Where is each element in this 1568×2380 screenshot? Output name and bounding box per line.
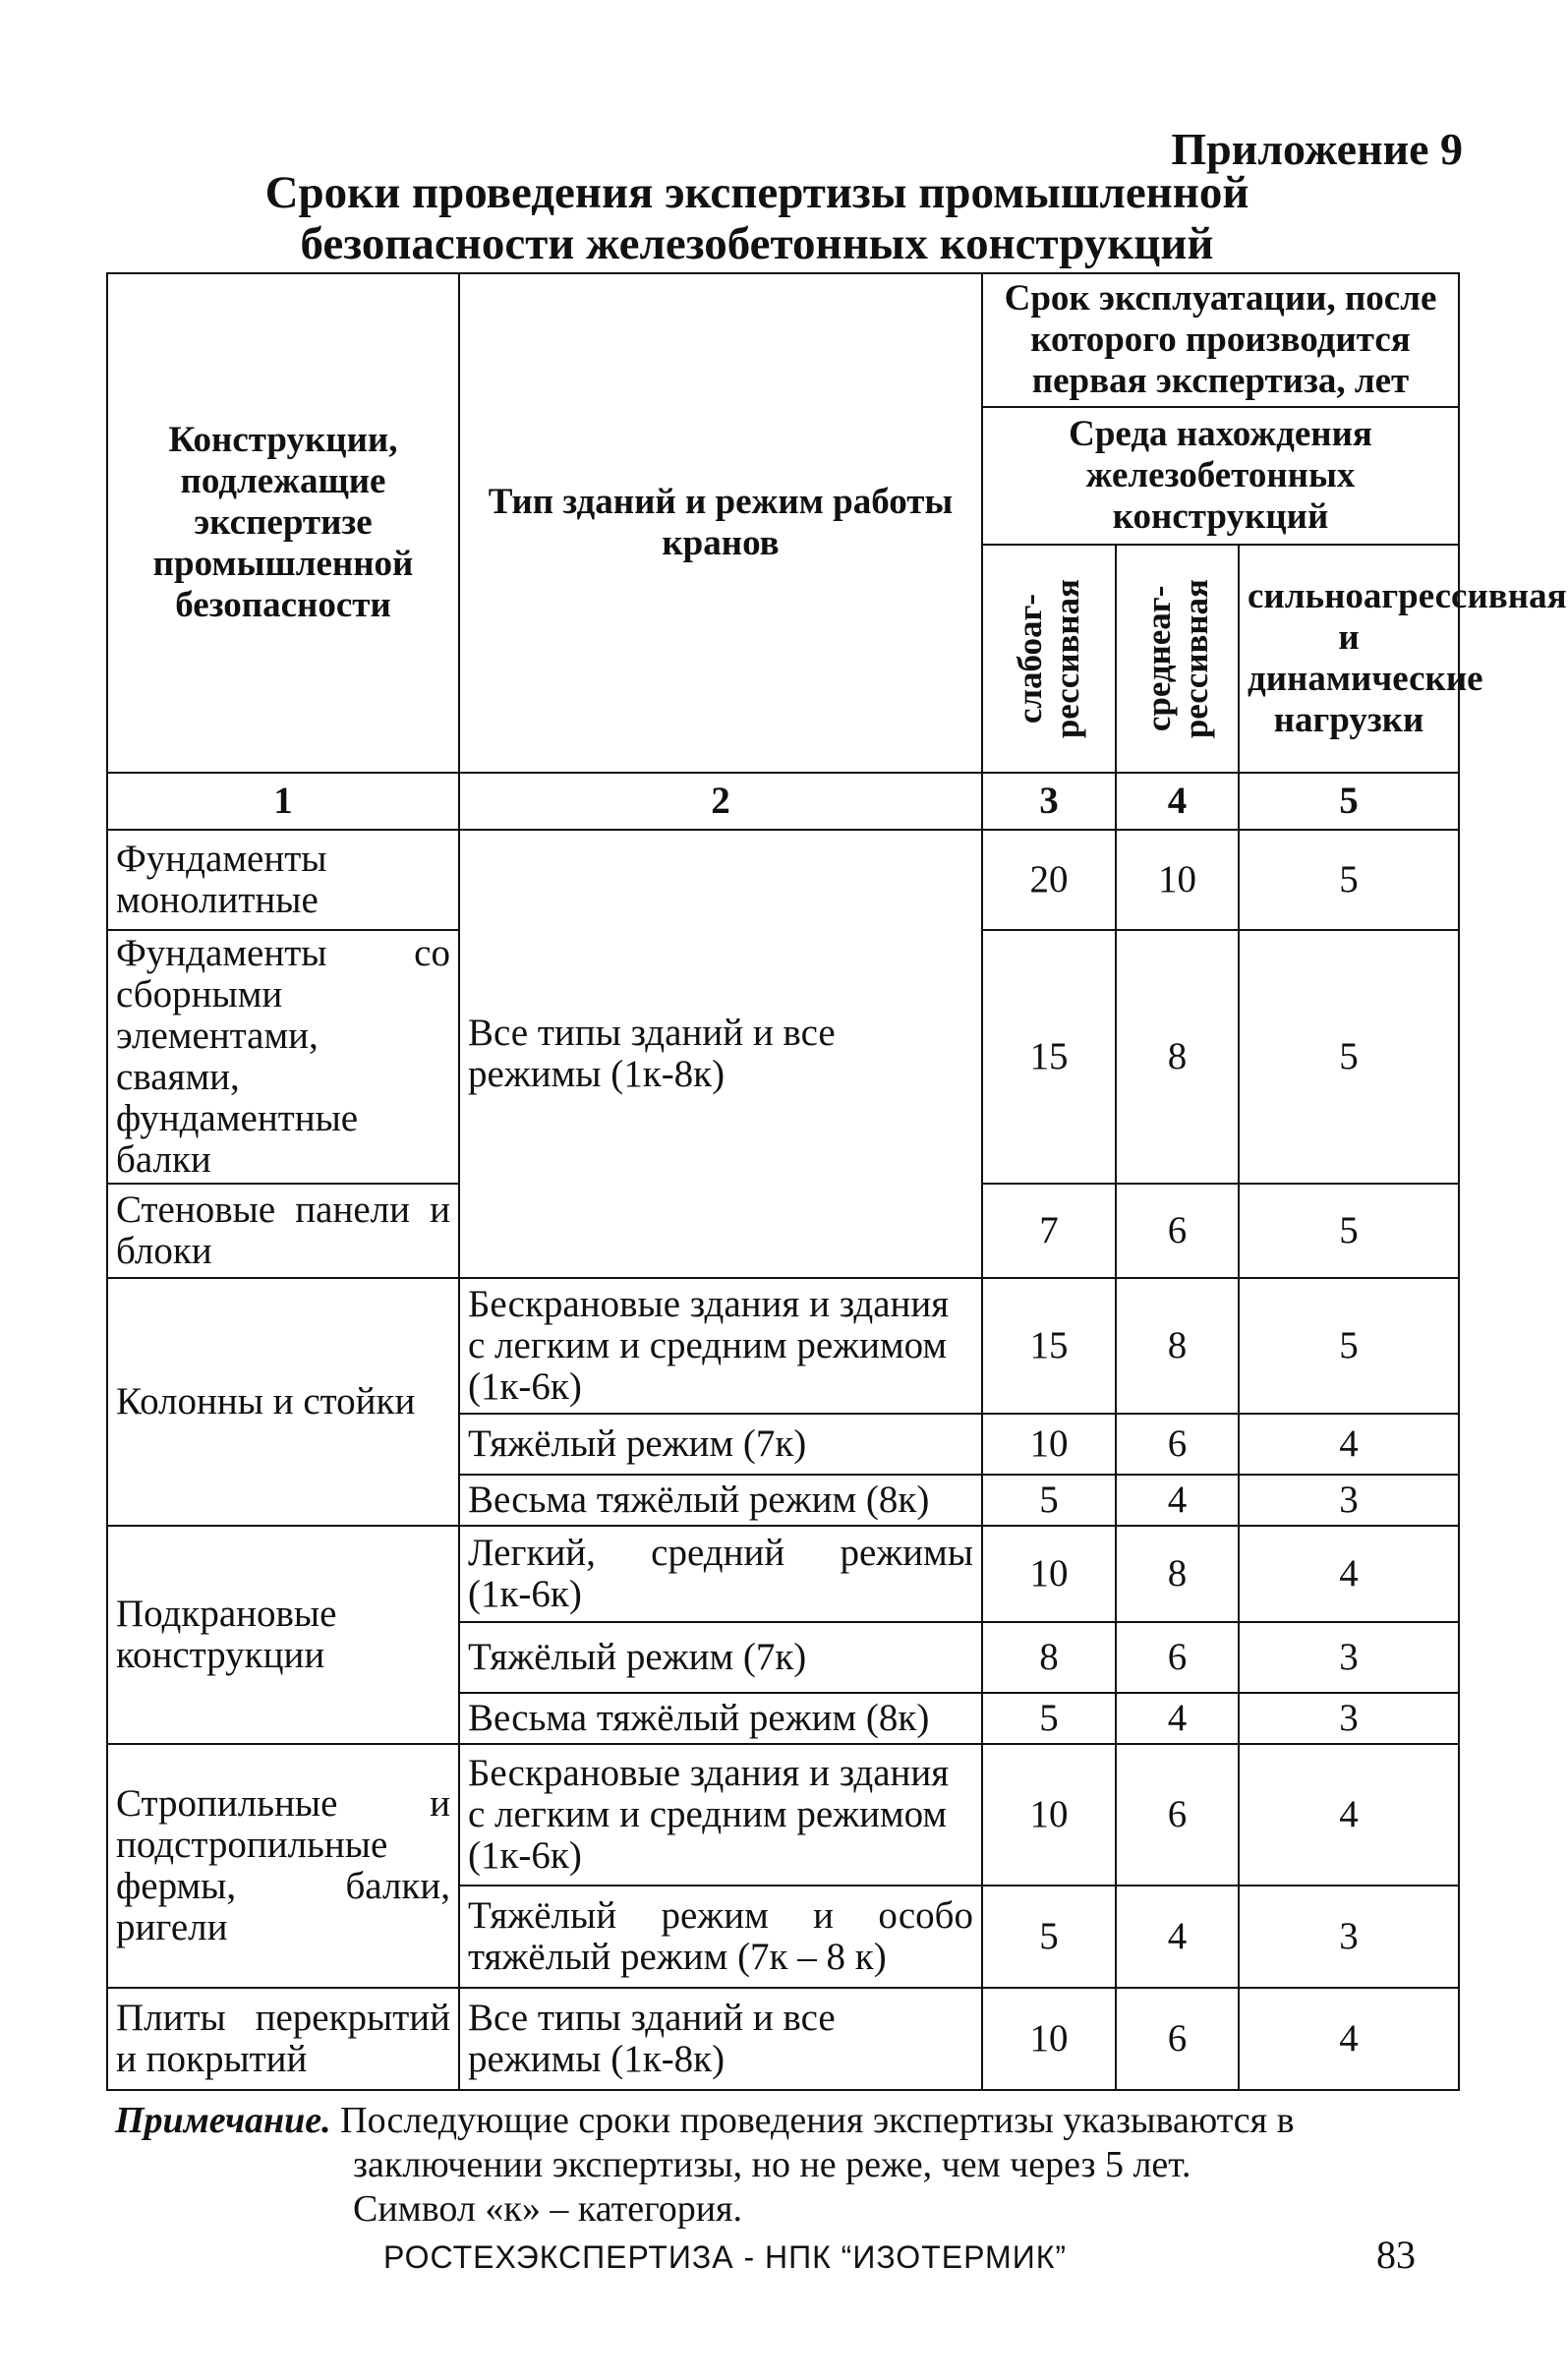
col-number-2: 2 xyxy=(459,773,982,830)
header-building-type: Тип зданий и режим работы кранов xyxy=(459,273,982,773)
value-weak: 7 xyxy=(982,1184,1116,1278)
value-weak: 10 xyxy=(982,1414,1116,1475)
building-type-cell: Все типы зданий и все режимы (1к-8к) xyxy=(459,830,982,1278)
table-row xyxy=(107,1744,1459,1886)
value-strong: 4 xyxy=(1239,1988,1459,2090)
value-strong: 5 xyxy=(1239,930,1459,1184)
value-medium: 4 xyxy=(1116,1693,1239,1744)
value-medium: 6 xyxy=(1116,1414,1239,1475)
value-strong: 5 xyxy=(1239,1278,1459,1414)
value-strong: 4 xyxy=(1239,1744,1459,1886)
value-medium: 8 xyxy=(1116,1278,1239,1414)
value-weak: 10 xyxy=(982,1988,1116,2090)
value-weak: 10 xyxy=(982,1744,1116,1886)
value-medium: 4 xyxy=(1116,1886,1239,1988)
value-medium: 6 xyxy=(1116,1988,1239,2090)
title-line-2: безопасности железобетонных конструкций xyxy=(300,218,1214,269)
value-weak: 15 xyxy=(982,930,1116,1184)
value-strong: 4 xyxy=(1239,1526,1459,1622)
building-type-cell: Легкий, средний режимы (1к-6к) xyxy=(459,1526,982,1622)
building-type-cell: Тяжёлый режим (7к) xyxy=(459,1622,982,1693)
table-row xyxy=(107,1526,1459,1622)
col-number-4: 4 xyxy=(1116,773,1239,830)
building-type-cell: Весьма тяжёлый режим (8к) xyxy=(459,1475,982,1526)
building-type-cell: Бескрановые здания и здания с легким и средним режимом (1к-6к) xyxy=(459,1278,982,1414)
footnote xyxy=(115,2099,1423,2232)
value-weak: 10 xyxy=(982,1526,1116,1622)
inspection-terms-table xyxy=(106,272,1567,2091)
footnote-label: Примечание. xyxy=(115,2100,331,2141)
header-constructions: Конструкции, подлежащие экспертизе промышленной безопасности xyxy=(107,273,459,773)
header-term: Срок эксплуатации, после которого производится первая экспертиза, лет xyxy=(982,273,1459,407)
col-number-3: 3 xyxy=(982,773,1116,830)
construction-cell: Плиты перекрытий и покрытий xyxy=(107,1988,459,2090)
value-weak: 5 xyxy=(982,1886,1116,1988)
footnote-text-2: заключении экспертизы, но не реже, чем через 5 лет. xyxy=(353,2144,1191,2185)
value-medium: 4 xyxy=(1116,1475,1239,1526)
construction-cell: Фундаменты монолитные xyxy=(107,830,459,930)
construction-cell: Фундаменты со сборными элементами, сваями, фундаментные балки xyxy=(107,930,459,1184)
value-medium: 10 xyxy=(1116,830,1239,930)
value-medium: 8 xyxy=(1116,930,1239,1184)
value-strong: 4 xyxy=(1239,1414,1459,1475)
value-strong: 5 xyxy=(1239,830,1459,930)
value-medium: 6 xyxy=(1116,1744,1239,1886)
construction-cell: Стропильные и подстропильные фермы, балки, ригели xyxy=(107,1744,459,1988)
header-environment: Среда нахождения железобетонных конструкций xyxy=(982,407,1459,545)
value-strong: 5 xyxy=(1239,1184,1459,1278)
header-env-medium: среднеаг- рессивная xyxy=(1138,578,1215,739)
value-strong: 3 xyxy=(1239,1886,1459,1988)
col-number-5: 5 xyxy=(1239,773,1459,830)
construction-cell: Колонны и стойки xyxy=(107,1278,459,1526)
footnote-text-3: Символ «к» – категория. xyxy=(353,2188,743,2230)
value-weak: 20 xyxy=(982,830,1116,930)
table-row xyxy=(107,1988,1459,2090)
value-weak: 5 xyxy=(982,1693,1116,1744)
header-env-strong: сильноагрессивная и динамические нагрузки xyxy=(1239,545,1459,773)
footnote-text-1: Последующие сроки проведения экспертизы указываются в xyxy=(330,2100,1295,2141)
page-number: 83 xyxy=(1376,2233,1416,2277)
building-type-cell: Тяжёлый режим и особо тяжёлый режим (7к – 8 к) xyxy=(459,1886,982,1988)
page-title xyxy=(138,167,1376,269)
building-type-cell: Все типы зданий и все режимы (1к-8к) xyxy=(459,1988,982,2090)
table-row xyxy=(107,830,1459,930)
title-line-1: Сроки проведения экспертизы промышленной xyxy=(264,167,1249,218)
value-strong: 3 xyxy=(1239,1693,1459,1744)
building-type-cell: Весьма тяжёлый режим (8к) xyxy=(459,1693,982,1744)
value-medium: 8 xyxy=(1116,1526,1239,1622)
value-strong: 3 xyxy=(1239,1475,1459,1526)
value-medium: 6 xyxy=(1116,1184,1239,1278)
value-strong: 3 xyxy=(1239,1622,1459,1693)
table-row xyxy=(107,1278,1459,1414)
value-weak: 5 xyxy=(982,1475,1116,1526)
building-type-cell: Тяжёлый режим (7к) xyxy=(459,1414,982,1475)
value-medium: 6 xyxy=(1116,1622,1239,1693)
publisher-footer: РОСТЕХЭКСПЕРТИЗА - НПК “ИЗОТЕРМИК” xyxy=(383,2239,1067,2275)
value-weak: 8 xyxy=(982,1622,1116,1693)
value-weak: 15 xyxy=(982,1278,1116,1414)
col-number-1: 1 xyxy=(107,773,459,830)
appendix-label: Приложение 9 xyxy=(1171,124,1463,174)
construction-cell: Подкрановые конструкции xyxy=(107,1526,459,1744)
construction-cell: Стеновые панели и блоки xyxy=(107,1184,459,1278)
building-type-cell: Бескрановые здания и здания с легким и средним режимом (1к-6к) xyxy=(459,1744,982,1886)
header-env-weak: слабоаг- рессивная xyxy=(1011,578,1086,739)
header-env-medium-cell xyxy=(1116,545,1239,773)
header-env-weak-cell xyxy=(982,545,1116,773)
